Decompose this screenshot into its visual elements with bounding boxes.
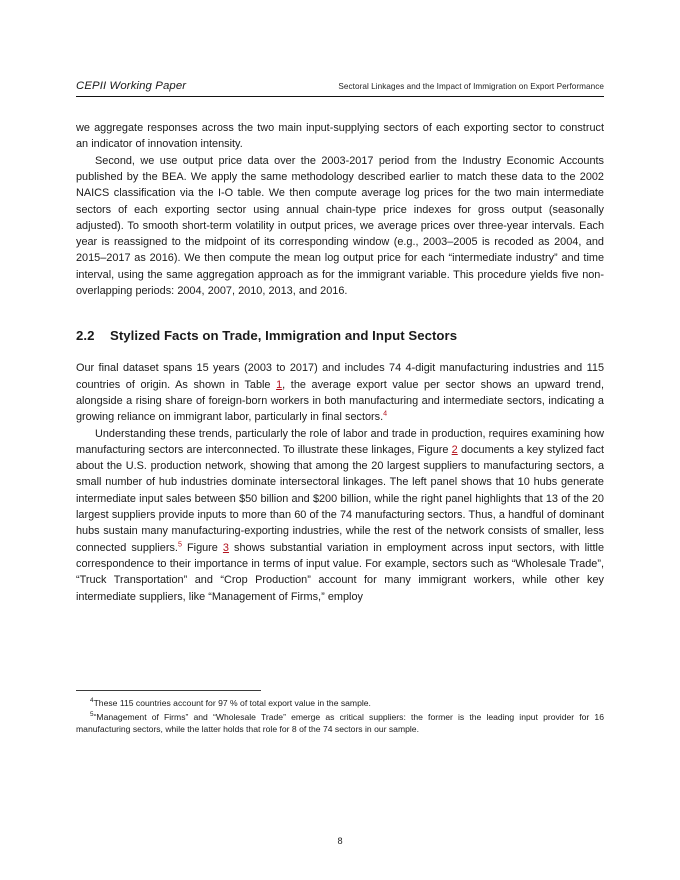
paragraph-continuation [76,120,604,153]
figure-2-reference-link[interactable]: 2 [451,443,458,456]
section-heading-block [76,328,604,344]
paragraph-4-text-a: Understanding these trends, particularly the role of labor and trade in production, requires examining how manufacturing sectors are interconnected. To illustrate these linkages, Figure [76,427,604,456]
running-header-right-title: Sectoral Linkages and the Impact of Immigration on Export Performance [338,82,604,91]
paragraph-production-network [76,426,604,605]
section-title: Stylized Facts on Trade, Immigration and Input Sectors [110,328,458,344]
paragraph-1-text: we aggregate responses across the two main input-supplying sectors of each exporting sector to construct an indicator of innovation intensity. [76,122,604,151]
page-content [76,80,604,605]
footnote-marker-5[interactable]: 5 [177,539,182,548]
running-header-left-title: CEPII Working Paper [76,80,187,92]
header-rule [76,96,604,97]
footnote-4-number: 4 [90,697,94,705]
section-heading [76,328,604,344]
paragraph-3-text-a: Our final dataset spans 15 years (2003 to 2017) and includes 74 4-digit manufacturing industries and 115 countries of origin. As shown in Table [76,362,604,391]
paragraph-dataset-description [76,360,604,425]
page-number: 8 [337,836,343,846]
paragraph-4-text-c: Figure [181,541,223,554]
body-text-block [76,120,604,605]
footnote-5 [76,711,604,736]
paragraph-output-price-data [76,153,604,300]
footnotes-block [76,690,604,737]
section-number: 2.2 [76,328,95,344]
footnote-4 [76,697,604,710]
footnote-4-text: These 115 countries account for 97 % of total export value in the sample. [93,698,371,708]
footnote-separator-rule [76,690,261,691]
table-1-reference-link[interactable]: 1 [276,378,283,391]
footnote-marker-4[interactable]: 4 [383,408,388,418]
figure-3-reference-link[interactable]: 3 [222,541,229,554]
paragraph-2-text: Second, we use output price data over the 2003-2017 period from the Industry Economic Accounts published by the BEA. We apply the same methodology described earlier to match these data to the 2002 NAICS classification via the I-O table. We then compute average log prices for the two main intermediate sectors of each exporting sector using annual chain-type price indexes for gross output (seasonally adjusted). To smooth short-term volatility in output prices, we average prices over three-year intervals. Each year is reassigned to the midpoint of its corresponding window (e.g., 2003–2005 is recoded as 2004, and 2015–2017 as 2016). We then compute the mean log output price for each “intermediate industry” and time interval, using the same aggregation approach as for the immigrant variable. This procedure yields five non-overlapping periods: 2004, 2007, 2010, 2013, and 2016. [76,154,604,298]
paragraph-4-text-d: shows substantial variation in employment across input sectors, with little correspondence to their importance in terms of input value. For example, sectors such as “Wholesale Trade”, “Truck Transportation” and “Crop Production” account for many immigrant workers, while other key intermediate suppliers, like “Management of Firms,” employ [76,541,604,603]
footnote-5-text: “Management of Firms” and “Wholesale Trade” emerge as critical suppliers: the former is the leading input provider for 16 manufacturing sectors, while the latter holds that role for 8 of the 74 sectors in our sample. [76,711,604,735]
paragraph-3-text-b: , the average export value per sector shows an upward trend, alongside a rising share of foreign-born workers in both manufacturing and intermediate sectors, indicating a growing reliance on immigrant labor, particularly in final sectors. [76,378,605,424]
running-header [76,80,604,95]
paragraph-4-text-b: documents a key stylized fact about the U.S. production network, showing that among the 20 largest suppliers to manufacturing sectors, a small number of hub industries dominate intersectoral linkages. The left panel shows that 10 hubs generate intermediate input sales between $50 billion and $200 billion, while the right panel highlights that 13 of the 20 largest suppliers provide inputs to more than 60 of the 74 manufacturing sectors. Thus, a handful of dominant hubs sustain many manufacturing-exporting industries, while the rest of the network consists of smaller, less connected suppliers. [76,443,604,554]
footnote-5-number: 5 [90,710,94,718]
